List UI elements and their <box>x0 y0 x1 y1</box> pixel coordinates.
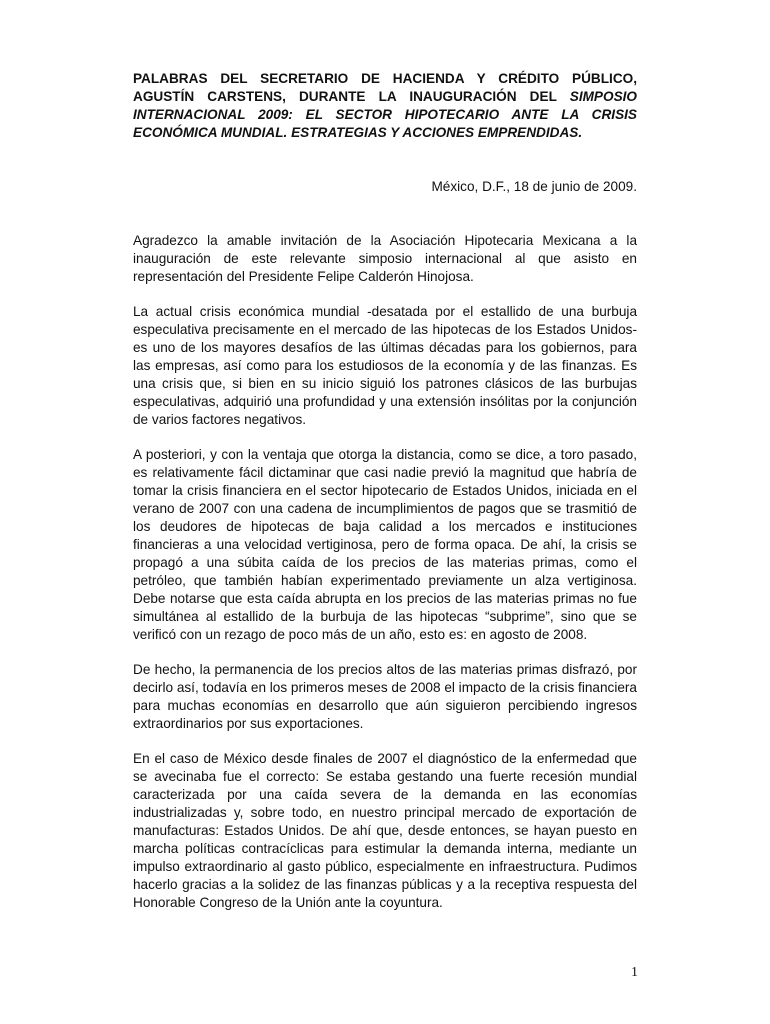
speech-date: México, D.F., 18 de junio de 2009. <box>431 179 637 194</box>
speech-body <box>133 232 637 912</box>
page-number: 1 <box>631 965 638 980</box>
paragraph: En el caso de México desde finales de 2007 el diagnóstico de la enfermedad que se avecinaba fue el correcto: Se estaba gestando una fuerte recesión mundial caracterizada por una caída severa de la demanda en las economías industrializadas y, sobre todo, en nuestro principal mercado de exportación de manufacturas: Estados Unidos. De ahí que, desde entonces, se hayan puesto en marcha políticas contracíclicas para estimular la demanda interna, mediante un impulso extraordinario al gasto público, especialmente en infraestructura. Pudimos hacerlo gracias a la solidez de las finanzas públicas y a la receptiva respuesta del Honorable Congreso de la Unión ante la coyuntura. <box>133 751 637 910</box>
paragraph: La actual crisis económica mundial -desatada por el estallido de una burbuja especulativa precisamente en el mercado de las hipotecas de los Estados Unidos- es uno de los mayores desafíos de las últimas décadas para los gobiernos, para las empresas, así como para los estudiosos de la economía y de las finanzas. Es una crisis que, si bien en su inicio siguió los patrones clásicos de las burbujas especulativas, adquirió una profundidad y una extensión insólitas por la conjunción de varios factores negativos. <box>133 304 637 427</box>
paragraph: Agradezco la amable invitación de la Asociación Hipotecaria Mexicana a la inauguración de este relevante simposio internacional al que asisto en representación del Presidente Felipe Calderón Hinojosa. <box>133 233 637 284</box>
speech-title-event: SIMPOSIO INTERNACIONAL 2009: EL SECTOR HIPOTECARIO ANTE LA CRISIS ECONÓMICA MUNDIAL. ESTRATEGIAS Y ACCIONES EMPRENDIDAS. <box>133 89 637 140</box>
speech-title <box>133 70 637 142</box>
document-page <box>133 70 637 929</box>
paragraph: De hecho, la permanencia de los precios altos de las materias primas disfrazó, por decirlo así, todavía en los primeros meses de 2008 el impacto de la crisis financiera para muchas economías en desarrollo que aún siguieron percibiendo ingresos extraordinarios por sus exportaciones. <box>133 662 637 731</box>
speech-title-main: PALABRAS DEL SECRETARIO DE HACIENDA Y CRÉDITO PÚBLICO, AGUSTÍN CARSTENS, DURANTE LA INAUGURACIÓN DEL <box>133 71 637 104</box>
paragraph: A posteriori, y con la ventaja que otorga la distancia, como se dice, a toro pasado, es relativamente fácil dictaminar que casi nadie previó la magnitud que habría de tomar la crisis financiera en el sector hipotecario de Estados Unidos, iniciada en el verano de 2007 con una cadena de incumplimientos de pagos que se trasmitió de los deudores de hipotecas de baja calidad a los mercados e instituciones financieras a una velocidad vertiginosa, pero de forma opaca. De ahí, la crisis se propagó a una súbita caída de los precios de las materias primas, como el petróleo, que también habían experimentado previamente un alza vertiginosa. Debe notarse que esta caída abrupta en los precios de las materias primas no fue simultánea al estallido de la burbuja de las hipotecas “subprime”, sino que se verificó con un rezago de poco más de un año, esto es: en agosto de 2008. <box>133 447 637 642</box>
